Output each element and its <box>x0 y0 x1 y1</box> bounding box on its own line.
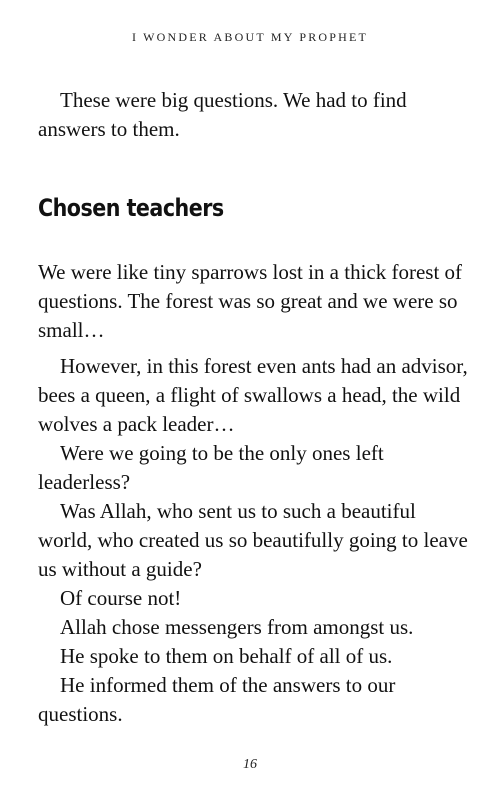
paragraph: Was Allah, who sent us to such a beautiful world, who created us so beautifully going to leave us without a guide? <box>38 499 468 581</box>
paragraph: Were we going to be the only ones left leaderless? <box>38 441 384 494</box>
paragraph: Allah chose messengers from amongst us. <box>60 615 414 639</box>
running-head: I WONDER ABOUT MY PROPHET <box>131 30 369 44</box>
intro-paragraph: These were big questions. We had to find answers to them. <box>38 88 407 141</box>
paragraph: Of course not! <box>60 586 182 610</box>
page-number: 16 <box>243 757 257 772</box>
intro-text <box>38 86 468 144</box>
paragraph-gap <box>38 345 468 352</box>
paragraph: He spoke to them on behalf of all of us. <box>60 644 393 668</box>
section-body <box>38 258 468 729</box>
paragraph: He informed them of the answers to our questions. <box>38 673 396 726</box>
paragraph: However, in this forest even ants had an advisor, bees a queen, a flight of swallows a head, the wild wolves a pack leader… <box>38 354 468 436</box>
section-heading: Chosen teachers <box>38 194 224 222</box>
opening-paragraph: We were like tiny sparrows lost in a thick forest of questions. The forest was so great and we were so small… <box>38 260 463 342</box>
